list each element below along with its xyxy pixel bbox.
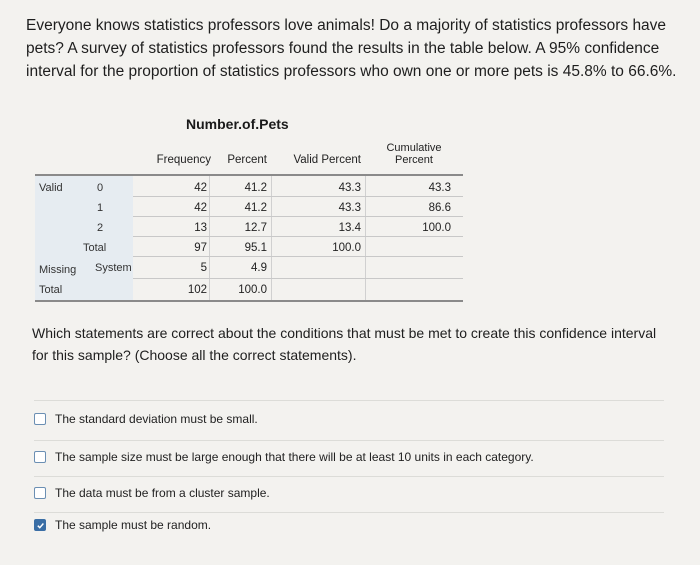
row-value-label: Total (83, 242, 107, 254)
cell-frequency: 5 (200, 262, 207, 274)
cell-frequency: 97 (194, 242, 207, 254)
option-label: The sample must be random. (55, 518, 212, 532)
checkbox[interactable] (34, 413, 46, 425)
row-value-label: System (95, 262, 132, 274)
checkbox[interactable] (34, 487, 46, 499)
cell-percent: 4.9 (251, 262, 267, 274)
cell-percent: 100.0 (238, 284, 267, 296)
answer-option-1[interactable] (34, 408, 664, 430)
cell-frequency: 42 (194, 202, 207, 214)
cell-valid-percent: 100.0 (332, 242, 361, 254)
cell-percent: 41.2 (244, 202, 267, 214)
header-frequency: Frequency (156, 154, 211, 166)
option-label: The standard deviation must be small. (55, 412, 258, 426)
option-label: The sample size must be large enough that there will be at least 10 units in each category. (55, 450, 534, 464)
row-value-label: 1 (97, 202, 104, 214)
cell-cumulative: 86.6 (428, 202, 451, 214)
label-valid: Valid (39, 182, 63, 194)
row-value-label: 2 (97, 222, 104, 234)
cell-frequency: 102 (187, 284, 207, 296)
label-missing: Missing (39, 264, 77, 276)
header-valid-percent: Valid Percent (293, 154, 361, 166)
cell-valid-percent: 43.3 (338, 182, 361, 194)
question-prompt: Which statements are correct about the conditions that must be met to create this confidence interval for this sample? (Choose all the correct statements). (32, 325, 657, 363)
label-total: Total (39, 284, 63, 296)
cell-frequency: 42 (194, 182, 207, 194)
checkbox[interactable] (34, 451, 46, 463)
cell-percent: 95.1 (244, 242, 267, 254)
row-value-label: 0 (97, 182, 104, 194)
cell-frequency: 13 (194, 222, 207, 234)
frequency-table (35, 140, 463, 302)
checkmark-icon (36, 521, 45, 530)
cell-valid-percent: 43.3 (338, 202, 361, 214)
row-label-column (35, 176, 133, 300)
cell-valid-percent: 13.4 (338, 222, 361, 234)
table-title: Number.of.Pets (186, 116, 289, 132)
answer-option-3[interactable] (34, 482, 664, 504)
question-intro: Everyone knows statistics professors love animals! Do a majority of statistics professors have pets? A survey of statistics professors found the results in the table below. A 95% confidence interval for the proportion of statistics professors who own one or more pets is 45.8% to 66.6%. (26, 17, 677, 80)
checkbox[interactable] (34, 519, 46, 531)
answer-option-4[interactable] (34, 514, 664, 536)
header-percent: Percent (227, 154, 267, 166)
cell-cumulative: 100.0 (422, 222, 451, 234)
cell-percent: 41.2 (244, 182, 267, 194)
cell-percent: 12.7 (244, 222, 267, 234)
cell-cumulative: 43.3 (428, 182, 451, 194)
answer-option-2[interactable] (34, 446, 664, 468)
header-cumulative-percent: Cumulative Percent (386, 142, 442, 166)
option-label: The data must be from a cluster sample. (55, 486, 270, 500)
